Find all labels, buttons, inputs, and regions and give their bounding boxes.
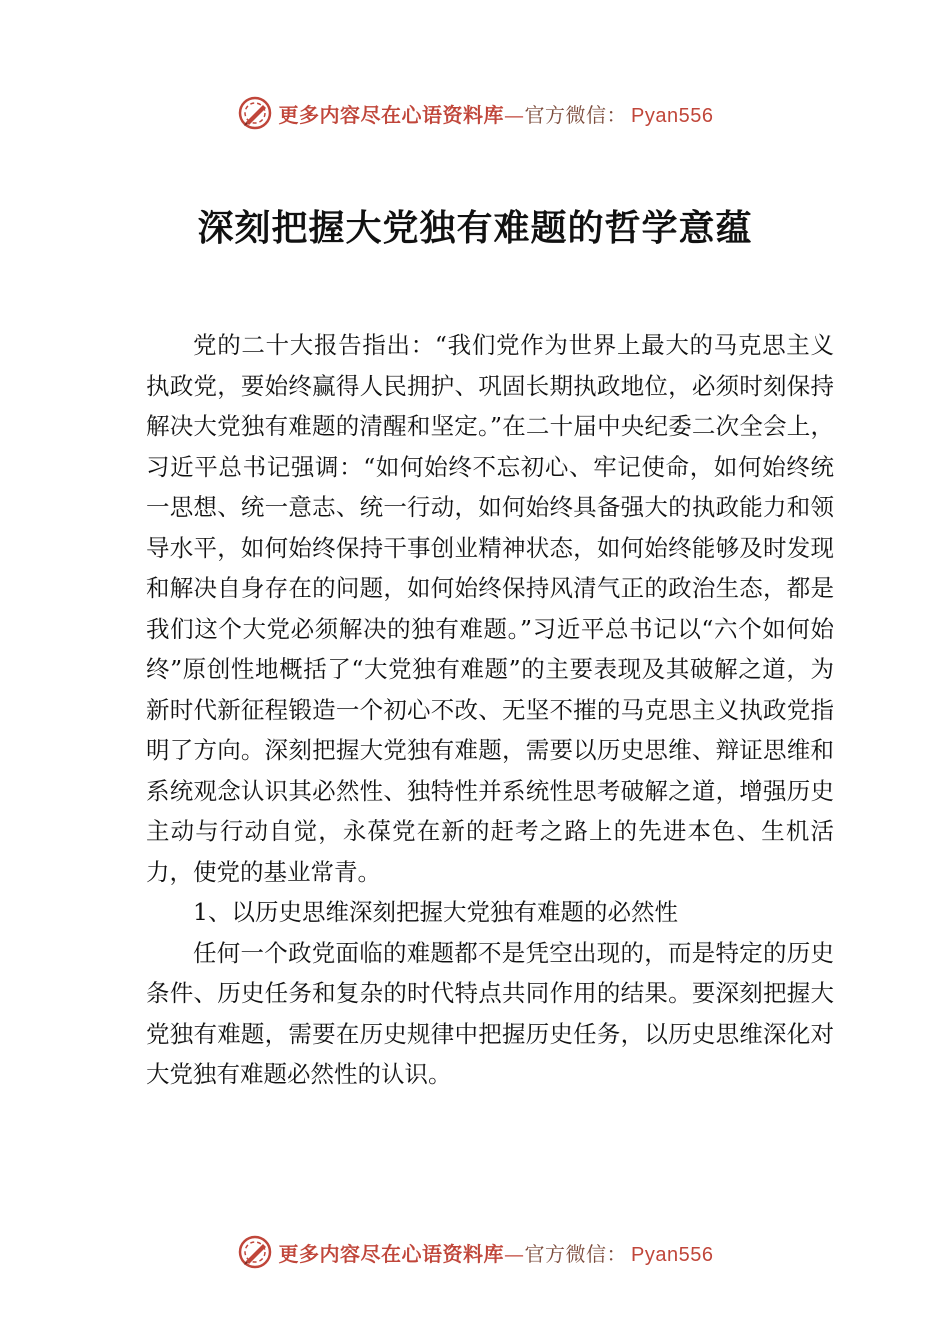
pen-nib-logo-icon bbox=[237, 95, 273, 131]
banner-wechat-id: Pyan556 bbox=[631, 104, 714, 127]
document-title: 深刻把握大党独有难题的哲学意蕴 bbox=[197, 207, 753, 249]
document-body bbox=[146, 325, 834, 1095]
banner-site-name: 更多内容尽在心语资料库 bbox=[278, 102, 505, 127]
banner-dash: — bbox=[504, 102, 525, 127]
banner-wechat-label: 官方微信： bbox=[524, 102, 628, 127]
banner-wechat-id: Pyan556 bbox=[631, 1243, 714, 1266]
footer-banner bbox=[0, 1232, 950, 1272]
banner-text bbox=[279, 1238, 714, 1267]
banner-dash: — bbox=[504, 1241, 525, 1266]
header-banner bbox=[0, 93, 950, 133]
paragraph-section-1: 任何一个政党面临的难题都不是凭空出现的，而是特定的历史条件、历史任务和复杂的时代特点共同作用的结果。要深刻把握大党独有难题，需要在历史规律中把握历史任务，以历史思维深化对大党独有难题必然性的认识。 bbox=[146, 938, 834, 1088]
banner-text bbox=[279, 99, 714, 128]
section-heading: 1、以历史思维深刻把握大党独有难题的必然性 bbox=[193, 898, 678, 926]
banner-site-name: 更多内容尽在心语资料库 bbox=[278, 1241, 505, 1266]
paragraph-intro: 党的二十大报告指出：“我们党作为世界上最大的马克思主义执政党，要始终赢得人民拥护、巩固长期执政地位，必须时刻保持解决大党独有难题的清醒和坚定。”在二十届中央纪委二次全会上，习近平总书记强调：“如何始终不忘初心、牢记使命，如何始终统一思想、统一意志、统一行动，如何始终具备强大的执政能力和领导水平，如何始终保持干事创业精神状态，如何始终能够及时发现和解决自身存在的问题，如何始终保持风清气正的政治生态，都是我们这个大党必须解决的独有难题。”习近平总书记以“六个如何始终”原创性地概括了“大党独有难题”的主要表现及其破解之道，为新时代新征程锻造一个初心不改、无坚不摧的马克思主义执政党指明了方向。深刻把握大党独有难题，需要以历史思维、辩证思维和系统观念认识其必然性、独特性并系统性思考破解之道，增强历史主动与行动自觉，永葆党在新的赶考之路上的先进本色、生机活力，使党的基业常青。 bbox=[146, 331, 834, 886]
pen-nib-logo-icon bbox=[237, 1234, 273, 1270]
banner-wechat-label: 官方微信： bbox=[524, 1241, 628, 1266]
